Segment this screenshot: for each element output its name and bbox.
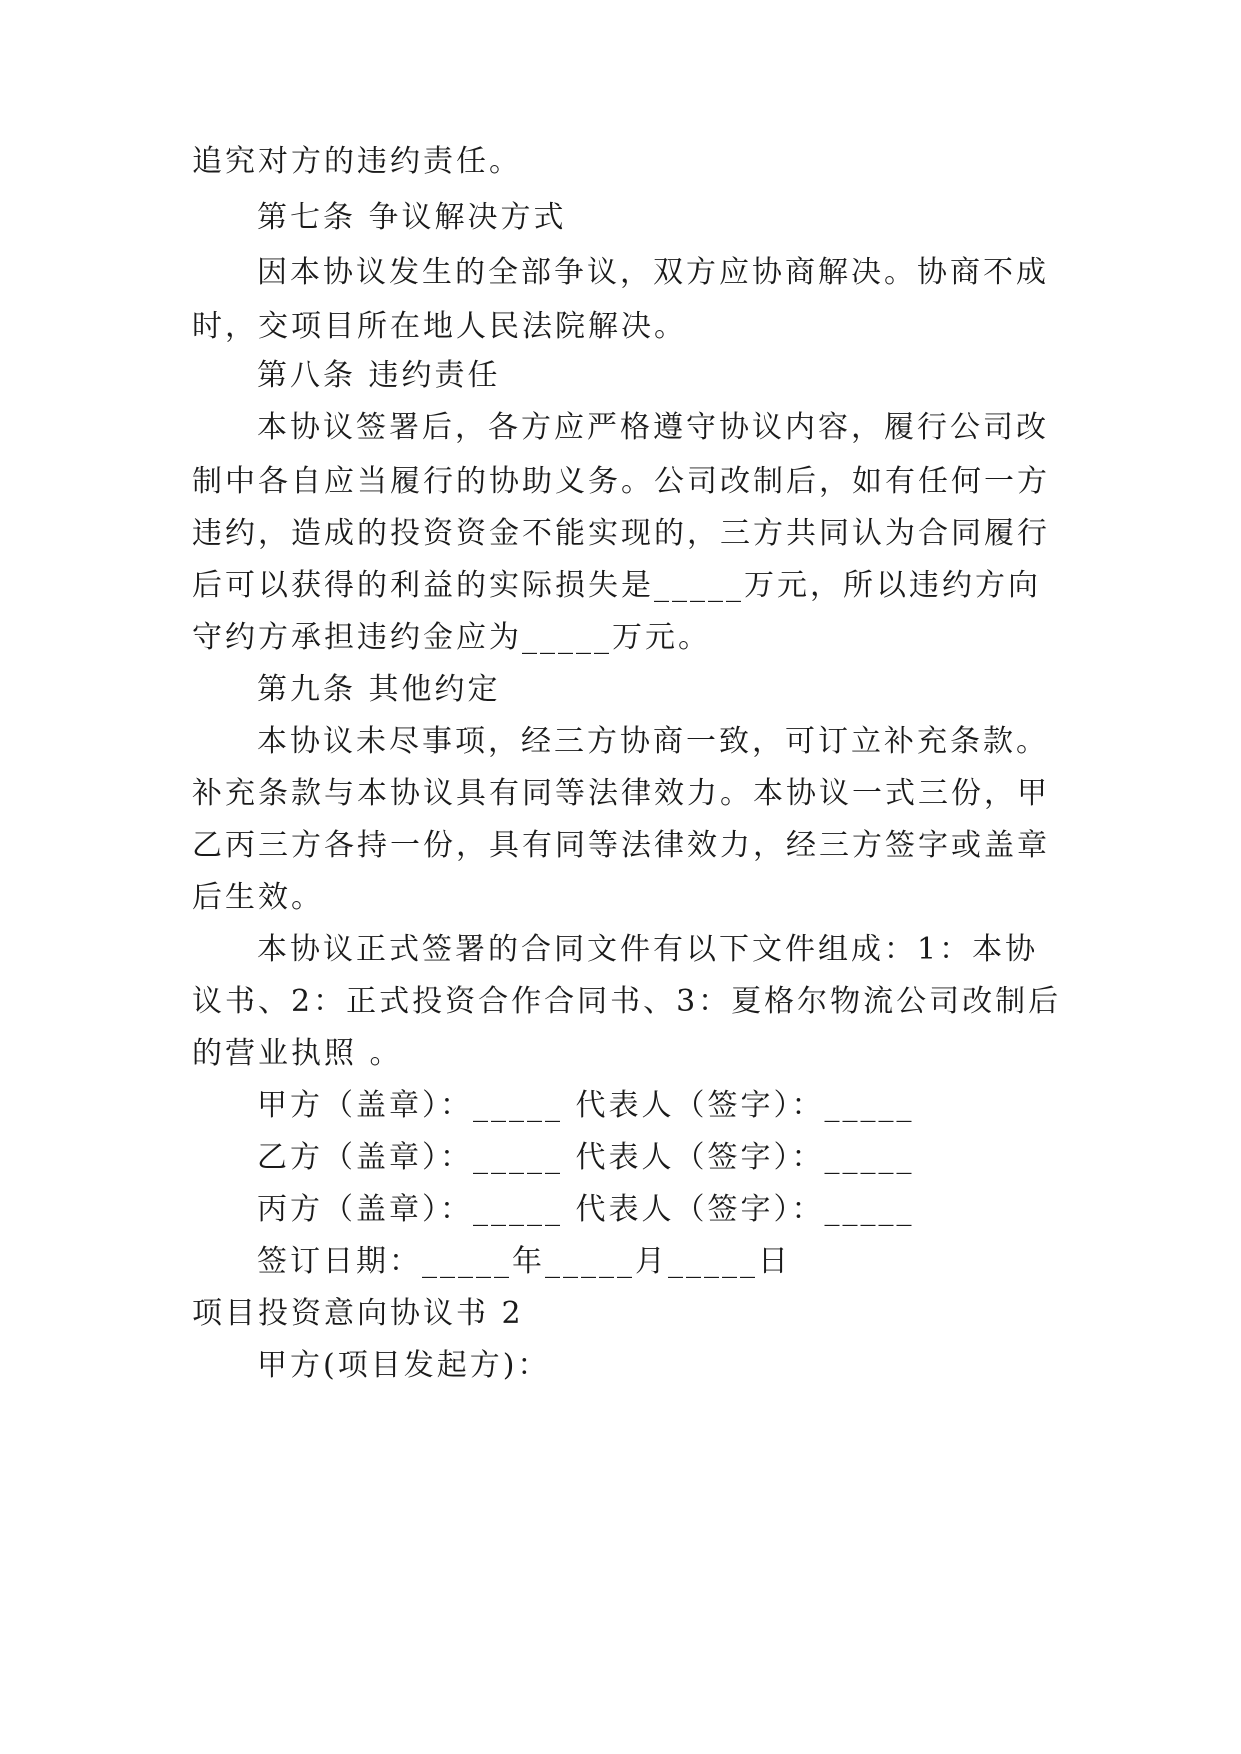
signature-line-party-a: 甲方（盖章）：_____ 代表人（签字）：_____ bbox=[257, 1088, 915, 1123]
text-line: 甲方(项目发起方)： bbox=[257, 1348, 551, 1383]
text-line: 议书、2：正式投资合作合同书、3：夏格尔物流公司改制后 bbox=[192, 984, 1062, 1019]
signature-line-party-c: 丙方（盖章）：_____ 代表人（签字）：_____ bbox=[257, 1192, 915, 1227]
text-line: 制中各自应当履行的协助义务。公司改制后，如有任何一方 bbox=[192, 464, 1050, 499]
text-line: 后生效。 bbox=[192, 880, 324, 915]
article-heading: 第八条 违约责任 bbox=[257, 358, 501, 393]
text-line: 乙丙三方各持一份，具有同等法律效力，经三方签字或盖章 bbox=[192, 828, 1050, 863]
article-heading: 第九条 其他约定 bbox=[257, 672, 501, 707]
text-line: 时，交项目所在地人民法院解决。 bbox=[192, 309, 687, 344]
text-line: 追究对方的违约责任。 bbox=[192, 144, 522, 179]
signature-line-party-b: 乙方（盖章）：_____ 代表人（签字）：_____ bbox=[257, 1140, 915, 1175]
article-heading: 第七条 争议解决方式 bbox=[257, 200, 567, 235]
text-line: 因本协议发生的全部争议，双方应协商解决。协商不成 bbox=[257, 255, 1049, 290]
text-line: 守约方承担违约金应为_____万元。 bbox=[192, 620, 711, 655]
text-line: 的营业执照 。 bbox=[192, 1036, 403, 1071]
text-line: 后可以获得的利益的实际损失是_____万元，所以违约方向 bbox=[192, 568, 1041, 603]
signing-date-line: 签订日期：_____年_____月_____日 bbox=[257, 1244, 791, 1279]
text-line: 本协议签署后，各方应严格遵守协议内容，履行公司改 bbox=[257, 410, 1049, 445]
section-title: 项目投资意向协议书 2 bbox=[192, 1296, 524, 1331]
text-line: 本协议未尽事项，经三方协商一致，可订立补充条款。 bbox=[257, 724, 1049, 759]
text-line: 本协议正式签署的合同文件有以下文件组成：1：本协 bbox=[257, 932, 1039, 967]
text-line: 补充条款与本协议具有同等法律效力。本协议一式三份，甲 bbox=[192, 776, 1050, 811]
text-line: 违约，造成的投资资金不能实现的，三方共同认为合同履行 bbox=[192, 516, 1050, 551]
